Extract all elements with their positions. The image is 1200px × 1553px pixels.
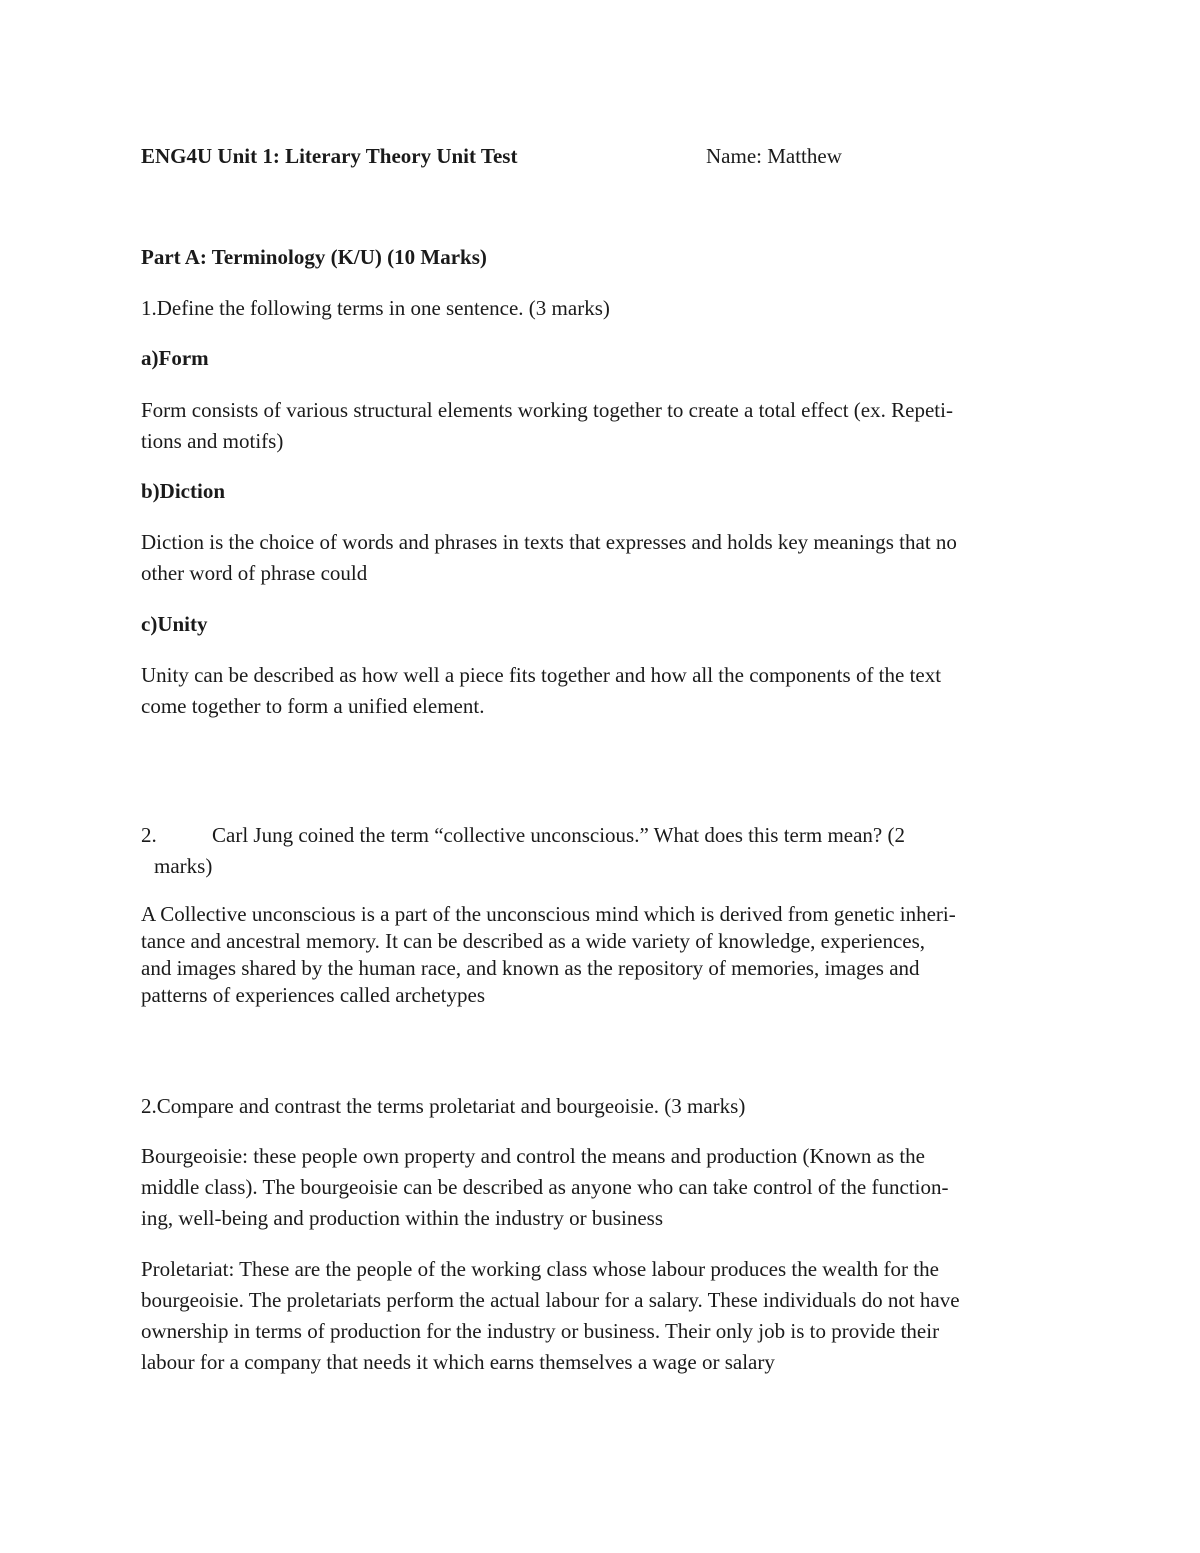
term-unity-answer-line: Unity can be described as how well a piece fits together and how all the components of the text <box>141 663 942 687</box>
q2-prompt-line: marks) <box>154 854 213 878</box>
term-form-answer-line: Form consists of various structural elements working together to create a total effect (ex. Repeti- <box>141 398 953 422</box>
q2-answer-line: patterns of experiences called archetypes <box>141 983 485 1007</box>
term-diction-answer-line: other word of phrase could <box>141 561 368 585</box>
q2-answer-line: tance and ancestral memory. It can be described as a wide variety of knowledge, experiences, <box>141 929 926 953</box>
proletariat-answer-line: labour for a company that needs it which earns themselves a wage or salary <box>141 1350 775 1374</box>
part-a-heading: Part A: Terminology (K/U) (10 Marks) <box>141 245 487 269</box>
bourgeoisie-answer-line: ing, well-being and production within the industry or business <box>141 1206 664 1230</box>
term-unity-label: c)Unity <box>141 612 208 636</box>
term-diction-answer-line: Diction is the choice of words and phrases in texts that expresses and holds key meanings that no <box>141 530 957 554</box>
q2-prompt-line: Carl Jung coined the term “collective unconscious.” What does this term mean? (2 <box>212 823 905 847</box>
term-unity-answer-line: come together to form a unified element. <box>141 694 485 718</box>
q2-answer-line: A Collective unconscious is a part of the unconscious mind which is derived from genetic inheri- <box>141 902 956 926</box>
proletariat-answer-line: Proletariat: These are the people of the working class whose labour produces the wealth for the <box>141 1257 939 1281</box>
proletariat-answer-line: bourgeoisie. The proletariats perform the actual labour for a salary. These individuals do not have <box>141 1288 960 1312</box>
term-form-answer-line: tions and motifs) <box>141 429 284 453</box>
test-title: ENG4U Unit 1: Literary Theory Unit Test <box>141 144 518 168</box>
student-name: Name: Matthew <box>706 144 842 168</box>
bourgeoisie-answer-line: Bourgeoisie: these people own property and control the means and production (Known as the <box>141 1144 926 1168</box>
q1-prompt: 1.Define the following terms in one sentence. (3 marks) <box>141 296 610 320</box>
bourgeoisie-answer-line: middle class). The bourgeoisie can be described as anyone who can take control of the function- <box>141 1175 949 1199</box>
q3-prompt: 2.Compare and contrast the terms proletariat and bourgeoisie. (3 marks) <box>141 1094 746 1118</box>
proletariat-answer-line: ownership in terms of production for the industry or business. Their only job is to provide their <box>141 1319 940 1343</box>
q2-answer-line: and images shared by the human race, and known as the repository of memories, images and <box>141 956 920 980</box>
term-form-label: a)Form <box>141 346 209 370</box>
term-diction-label: b)Diction <box>141 479 225 503</box>
q2-number: 2. <box>141 823 157 847</box>
